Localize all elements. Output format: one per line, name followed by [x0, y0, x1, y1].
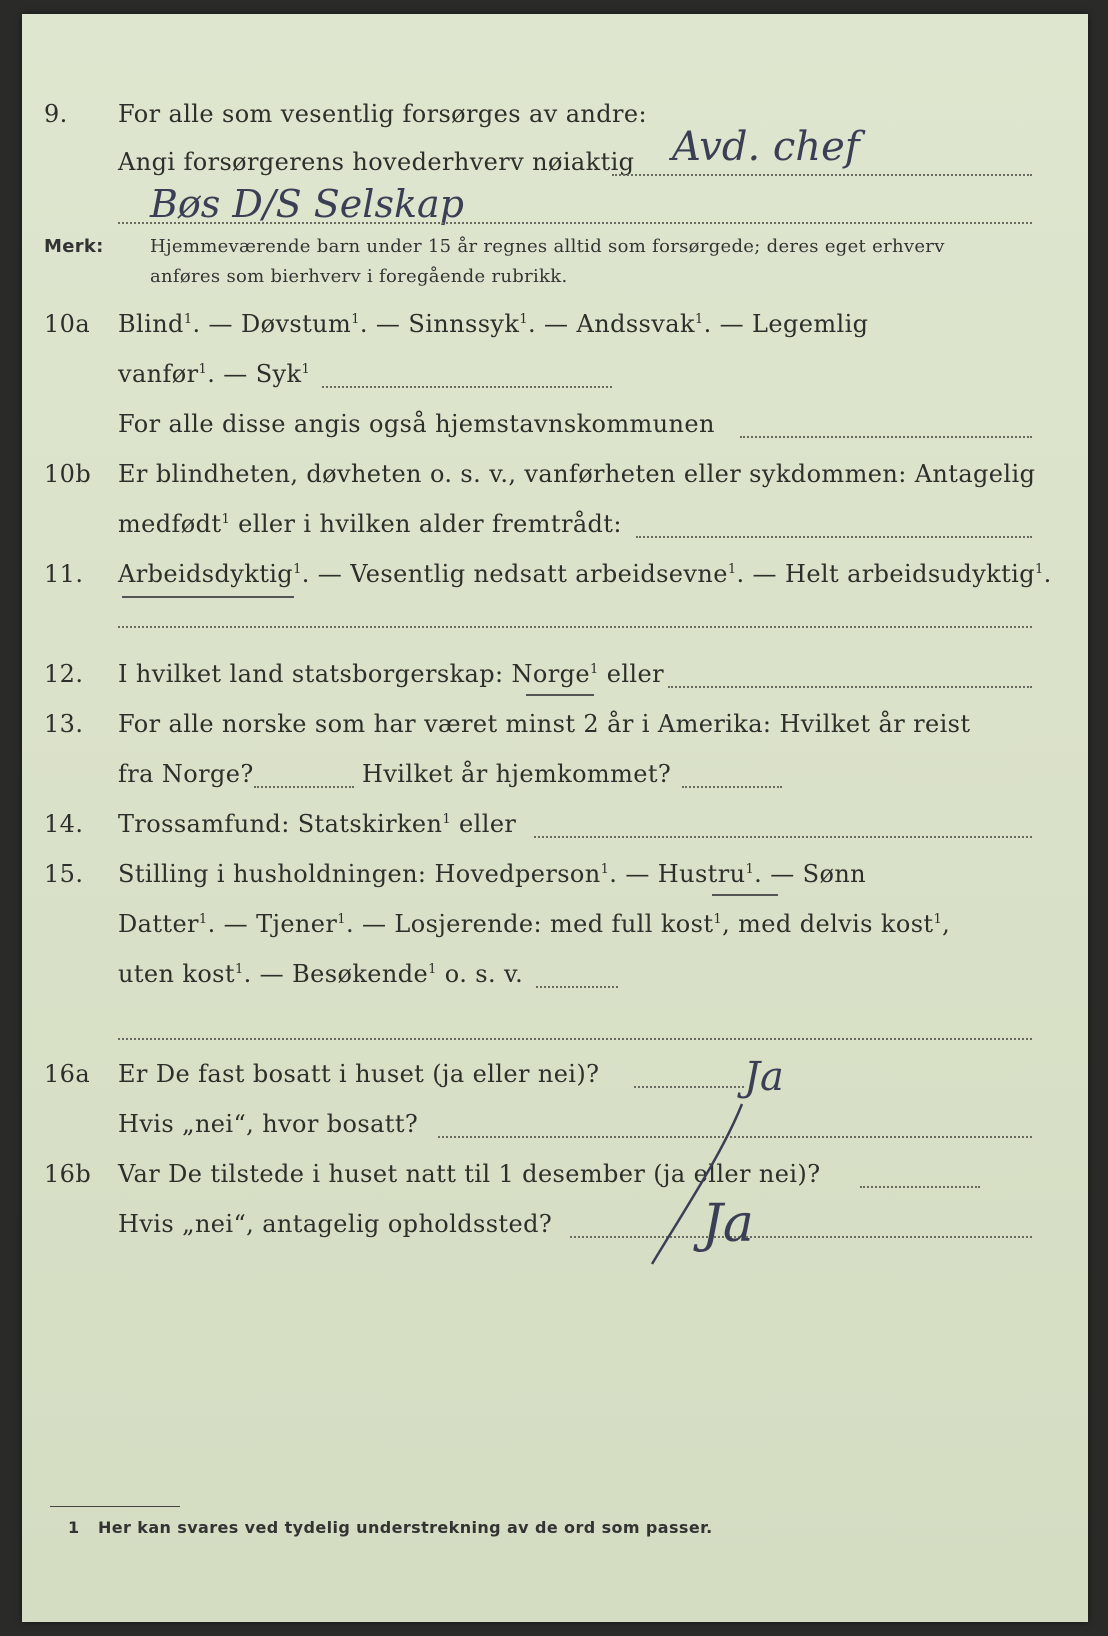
answer-line	[118, 222, 1032, 224]
handwritten-answer: Bøs D/S Selskap	[150, 182, 464, 226]
question-text: Hvilket år hjemkommet?	[362, 760, 672, 788]
question-text: Stilling i husholdningen: Hovedperson$^1$. — Hustru$^1$. — Sønn	[118, 860, 867, 888]
question-text: For alle norske som har været minst 2 år i Amerika: Hvilket år reist	[118, 710, 971, 738]
question-text: Datter$^1$. — Tjener$^1$. — Losjerende: med full kost$^1$, med delvis kost$^1$,	[118, 910, 951, 938]
note-label: Merk:	[44, 236, 104, 257]
question-text: For alle disse angis også hjemstavnskommunen	[118, 410, 715, 438]
answer-line	[860, 1186, 980, 1188]
question-text: Var De tilstede i huset natt til 1 desember (ja eller nei)?	[118, 1160, 821, 1188]
question-text: I hvilket land statsborgerskap: Norge$^1$ eller	[118, 660, 664, 688]
question-number: 13.	[44, 710, 84, 738]
question-number: 10a	[44, 310, 91, 338]
question-13-line2	[22, 760, 1088, 800]
question-text: Blind$^1$. — Døvstum$^1$. — Sinnssyk$^1$. — Andssvak$^1$. — Legemlig	[118, 310, 869, 338]
answer-line	[612, 174, 1032, 176]
question-10a-line2	[22, 360, 1088, 400]
question-number: 9.	[44, 100, 68, 128]
question-number: 11.	[44, 560, 84, 588]
question-16b-line2	[22, 1210, 1088, 1250]
handwritten-stroke	[642, 1094, 762, 1294]
question-text: Hvis „nei“, antagelig opholdssted?	[118, 1210, 553, 1238]
question-13	[22, 710, 1088, 750]
question-number: 14.	[44, 810, 84, 838]
footnote-marker: 1	[68, 1518, 80, 1537]
question-14	[22, 810, 1088, 850]
note-text: anføres som bierhverv i foregående rubrikk.	[150, 266, 568, 287]
question-number: 12.	[44, 660, 84, 688]
question-10a	[22, 310, 1088, 350]
question-text: uten kost$^1$. — Besøkende$^1$ o. s. v.	[118, 960, 524, 988]
question-text: Er blindheten, døvheten o. s. v., vanførheten eller sykdommen: Antagelig	[118, 460, 1036, 488]
answer-line	[570, 1236, 1032, 1238]
question-10b-line2	[22, 510, 1088, 550]
answer-line	[322, 386, 612, 388]
question-number: 16b	[44, 1160, 92, 1188]
note-text: Hjemmeværende barn under 15 år regnes alltid som forsørgede; deres eget erhverv	[150, 236, 945, 257]
question-15	[22, 860, 1088, 900]
answer-line	[536, 986, 618, 988]
answer-line	[534, 836, 1032, 838]
question-text: fra Norge?	[118, 760, 254, 788]
answer-line	[118, 1038, 1032, 1040]
question-number: 15.	[44, 860, 84, 888]
question-text: vanfør$^1$. — Syk$^1$	[118, 360, 311, 388]
answer-line	[668, 686, 1032, 688]
handwritten-answer: Ja	[744, 1054, 784, 1100]
question-11	[22, 560, 1088, 600]
question-text: medfødt$^1$ eller i hvilken alder fremtrådt:	[118, 510, 622, 538]
question-16a	[22, 1060, 1088, 1100]
answer-line	[254, 786, 354, 788]
question-15-line3	[22, 960, 1088, 1000]
answer-line	[682, 786, 782, 788]
selection-underline	[526, 694, 594, 696]
census-form-page	[22, 14, 1088, 1622]
selection-underline	[712, 894, 778, 896]
question-text: Hvis „nei“, hvor bosatt?	[118, 1110, 419, 1138]
question-16a-line2	[22, 1110, 1088, 1150]
footnote-rule	[50, 1506, 180, 1507]
question-number: 16a	[44, 1060, 91, 1088]
selection-underline	[122, 596, 294, 598]
question-9	[22, 100, 1088, 140]
answer-line	[118, 626, 1032, 628]
question-10b	[22, 460, 1088, 500]
answer-line	[634, 1086, 744, 1088]
question-text: Trossamfund: Statskirken$^1$ eller	[118, 810, 517, 838]
question-text: For alle som vesentlig forsørges av andre:	[118, 100, 648, 128]
handwritten-answer: Ja	[702, 1194, 754, 1254]
footnote-text: Her kan svares ved tydelig understrekning av de ord som passer.	[98, 1518, 713, 1537]
answer-line	[740, 436, 1032, 438]
question-text: Er De fast bosatt i huset (ja eller nei)?	[118, 1060, 600, 1088]
question-text: Angi forsørgerens hovederhverv nøiaktig	[118, 148, 635, 176]
question-16b	[22, 1160, 1088, 1200]
question-text: Arbeidsdyktig$^1$. — Vesentlig nedsatt arbeidsevne$^1$. — Helt arbeidsudyktig$^1$.	[118, 560, 1052, 588]
handwritten-answer: Avd. chef	[672, 124, 860, 170]
question-number: 10b	[44, 460, 92, 488]
question-10a-line3	[22, 410, 1088, 450]
answer-line	[636, 536, 1032, 538]
question-15-line2	[22, 910, 1088, 950]
